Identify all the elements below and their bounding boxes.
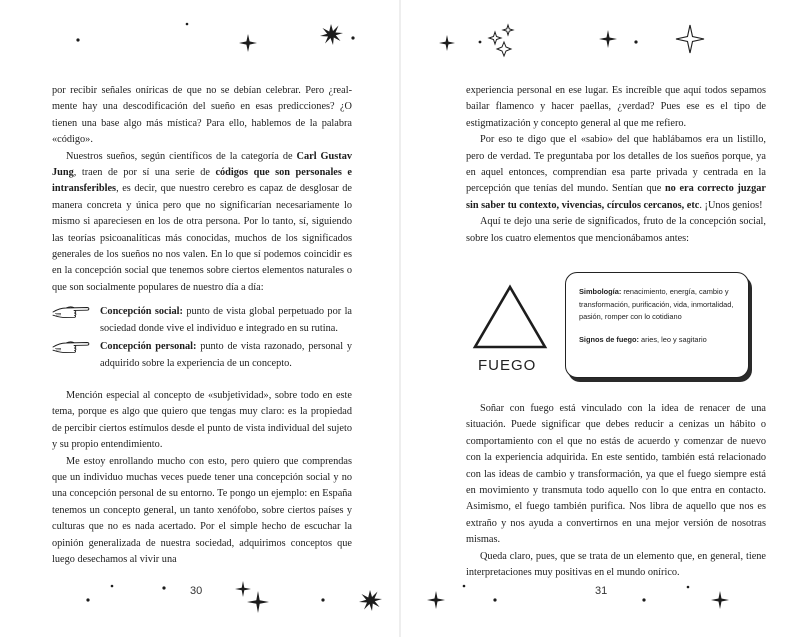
dot-icon [186, 23, 189, 26]
symbology-line [579, 286, 736, 324]
pointing-hand-icon [52, 339, 92, 355]
outline-sparkle-icon [489, 32, 501, 44]
dot-icon [479, 41, 482, 44]
bottom-star-decoration-left [0, 560, 400, 637]
bold-phrase: códigos que son personales e intransferibles [52, 167, 352, 195]
list-item [52, 339, 352, 372]
dot-icon [351, 36, 354, 39]
dot-icon [111, 585, 114, 588]
symbology-label: Simbología: [579, 287, 622, 296]
list-item-text: punto de vista razonado, personal y adquirido sobre la experiencia de un concepto. [100, 341, 353, 369]
dot-icon [76, 38, 79, 41]
sparkle-star-icon [711, 591, 729, 609]
right-page-text-bottom [466, 401, 766, 581]
paragraph: Soñar con fuego está vinculado con la idea de renacer de una situación. Puede significar que debes reducir a cenizas un hábito o comportamiento con el que no estás de acuerdo y comenzar de nuevo con la experiencia adquirida. En este sentido, también está relacionado con las ideas de cambio y transformación, ya que el fuego siempre está en movimiento y transmuta todo aquello con lo que entra en contacto. Asimismo, el fuego también purifica. Nos libra de aquello que nos es extraño y nos ayuda a convertirnos en una mejor versión de nosotras mismas. [466, 403, 766, 546]
dot-icon [493, 598, 496, 601]
pointing-hand-icon [52, 304, 92, 320]
burst-star-icon [320, 24, 343, 45]
outline-sparkle-icon [497, 42, 511, 56]
sparkle-star-icon [427, 591, 445, 609]
paragraph: Mención especial al concepto de «subjetividad», sobre todo en este tema, porque es algo que quiero que tengas muy claro: es la propiedad de percibir ciertos estímulos desde el punto de vista individual del sujeto y su propio entendimiento. [52, 389, 352, 451]
list-item-text: punto de vista global perpetuado por la sociedad donde vive el individuo e integrado en su rutina. [100, 306, 352, 334]
outline-sparkle-icon [676, 25, 704, 53]
dot-icon [86, 598, 89, 601]
dot-icon [634, 40, 637, 43]
element-label: FUEGO [478, 357, 537, 374]
symbology-text: renacimiento, energía, cambio y transformación, purificación, vida, inmortalidad, pasión, romper con lo cotidiano [579, 287, 734, 322]
signs-label: Signos de fuego: [579, 334, 639, 344]
signs-text: aries, leo y sagitario [638, 334, 707, 344]
signs-line [579, 334, 736, 347]
outline-sparkle-icon [503, 25, 513, 35]
dot-icon [687, 586, 690, 589]
list-item [52, 304, 352, 337]
sparkle-star-icon [247, 591, 269, 613]
dot-icon [321, 598, 324, 601]
triangle-fire-symbol-icon [470, 282, 550, 352]
burst-star-icon [359, 590, 382, 611]
paragraph: por recibir señales oníricas de que no se debían celebrar. Pero ¿realmente hay una descodificación del sueño en esas predicciones? ¿O tienen una base algo más mística? Para ello, hablemos de la palabra «código». [52, 85, 352, 146]
sparkle-star-icon [239, 34, 257, 52]
sparkle-star-icon [599, 30, 617, 48]
dot-icon [642, 598, 645, 601]
bold-phrase: no era correcto juzgar sin saber tu contexto, vivencias, círculos cercanos, etc [466, 183, 766, 211]
page-number: 30 [190, 585, 203, 597]
symbology-box [565, 272, 749, 378]
sparkle-star-icon [235, 581, 251, 597]
dot-icon [162, 586, 165, 589]
list-item-term: Concepción social: [100, 306, 183, 318]
concept-list [52, 304, 352, 372]
bold-phrase: Carl Gustav Jung [52, 150, 353, 179]
right-page-text-top [466, 83, 766, 247]
paragraph: Nuestros sueños, según científicos de la categoría de Carl Gustav Jung, traen de por sí una serie de códigos que son personales e intransferibles, es decir, que nuestro cerebro es capaz de desglosar de manera concreta y única pero que no significarían necesariamente lo mismo si apareciesen en los de otra persona. Por lo tanto, sí, siguiendo las teorías psicoanalíticas más conocidas, muchos de los significados generales de los sueños no nos valen. En lo que sí podemos coincidir es en la concepción social que tenemos sobre ciertos elementos naturales o que son socialmente populares de nuestro día a día: [52, 150, 353, 293]
left-page-text [52, 83, 352, 568]
sparkle-star-icon [439, 35, 455, 51]
top-star-decoration-left [0, 0, 400, 70]
paragraph: experiencia personal en ese lugar. Es increíble que aquí todos sepamos bailar flamenco y hacer paellas, ¿verdad? Pues ese es el tipo de estigmatización y concepto general al que me refiero. [466, 85, 766, 129]
top-star-decoration-right [400, 0, 800, 70]
paragraph: Queda claro, pues, que se trata de un elemento que, en general, tiene interpretaciones muy positivas en el mundo onírico. [466, 550, 766, 579]
paragraph: Me estoy enrollando mucho con esto, pero quiero que comprendas que un individuo muchas veces puede tener una concepción social y no una concepción personal de su entorno. Te pongo un ejemplo: en España tenemos un concepto general, un tanto xenófobo, sobre ciertos países y culturas que no es nada acertado. Por el simple hecho de escuchar la opinión generalizada de nuestra sociedad, adquirimos conceptos que luego desechamos al vivir una [52, 455, 352, 565]
page-number: 31 [595, 585, 608, 597]
paragraph: Aquí te dejo una serie de significados, fruto de la concepción social, sobre los cuatro elementos que mencionábamos antes: [466, 216, 766, 244]
paragraph: Por eso te digo que el «sabio» del que hablábamos era un listillo, pero de verdad. Te preguntaba por los detalles de los sueños porque, ya en aquel entonces, comprendían esa parte privada y centrada en la percepción que tenías del mundo. Sentían que no era correcto juzgar sin saber tu contexto, vivencias, círculos cercanos, etc. ¡Unos genios! [466, 134, 766, 211]
list-item-term: Concepción personal: [100, 341, 197, 353]
dot-icon [463, 585, 466, 588]
